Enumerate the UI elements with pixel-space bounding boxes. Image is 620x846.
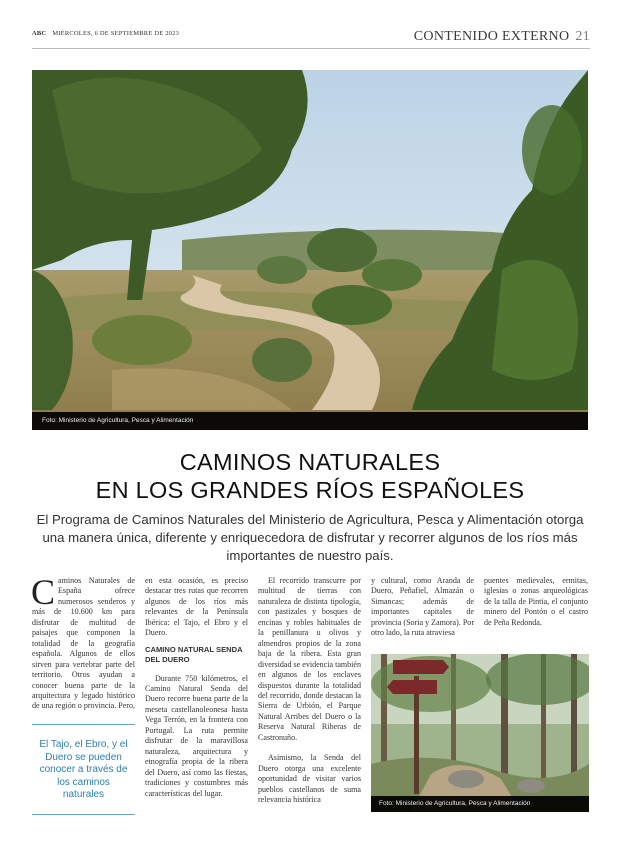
column-5-text: puentes medievales, ermitas, iglesias o zonas arqueológicas de la talla de Pintia, el conjunto minero del Pontón o el castro de Peña Redonda.	[484, 576, 588, 627]
column-1	[31, 572, 136, 712]
photo-caption: Foto: Ministerio de Agricultura, Pesca y Alimentación	[32, 412, 588, 430]
trail-sign-photo	[371, 654, 589, 812]
main-landscape-photo	[32, 70, 588, 430]
drop-cap: C	[31, 572, 56, 612]
pull-quote: El Tajo, el Ebro, y el Duero se pueden conocer a través de los caminos naturales	[32, 724, 135, 815]
section-name: CONTENIDO EXTERNO	[413, 29, 570, 44]
brand-name: ABC	[32, 30, 47, 37]
section-subhead: CAMINO NATURAL SENDA DEL DUERO	[145, 644, 243, 665]
column-5	[484, 576, 588, 628]
photo-caption: Foto: Ministerio de Agricultura, Pesca y Alimentación	[371, 796, 589, 812]
title-line-2: EN LOS GRANDES RÍOS ESPAÑOLES	[95, 477, 525, 503]
header-rule	[32, 48, 590, 49]
column-2-intro: en esta ocasión, es preciso destacar tres rutas que recorren algunos de los ríos más relevantes de la Península Ibérica: el Tajo, el Ebro y el Duero.	[145, 576, 248, 638]
article-title	[30, 448, 590, 504]
page-number: 21	[575, 29, 590, 44]
column-2	[145, 576, 248, 799]
masthead	[32, 30, 179, 37]
title-line-1: CAMINOS NATURALES	[179, 449, 441, 475]
column-3-para-1: El recorrido transcurre por multitud de tierras con naturaleza de distinta tipología, con pastizales y bosques de encinas y robles habituales de la penillanura u olivos y almendros propios de la zona baja de la ribera. Esta gran diversidad se evidencia también en algunos de los enclaves dispuestos durante la totalidad del recorrido, donde destacan la Sierra de Urbión, el Parque Natural Arribes del Duero o la Reserva Natural Riberas de Castronuño.	[258, 576, 362, 742]
landscape-illustration	[32, 70, 588, 430]
column-3-para-2: Asimismo, la Senda del Duero otorga una excelente oportunidad de visitar varios pueblos castellanos de suma relevancia histórica	[258, 753, 361, 805]
column-4-text: y cultural, como Aranda de Duero, Peñafiel, Almazán o Simancas; además de importantes capitales de provincia (Soria y Zamora). Por otro lado, la ruta atraviesa	[371, 576, 475, 638]
issue-date: MIÉRCOLES, 6 DE SEPTIEMBRE DE 2023	[52, 30, 180, 37]
column-1-text: aminos Naturales de España ofrece numerosos senderos y más de 10.600 km para disfrutar de multitud de paisajes que componen la totalidad de la geografía española. Algunos de ellos sirven para vertebrar parte del territorio. Otros ayudan a conocer buena parte de la arquitectura y legado histórico de una región o provincia. Pero,	[32, 576, 136, 711]
section-header	[414, 29, 590, 45]
article-subtitle: El Programa de Caminos Naturales del Ministerio de Agricultura, Pesca y Alimentación otorga una manera única, diferente y enriquecedora de disfrutar y recorrer algunos de los ríos más importantes de nuestro país.	[36, 512, 584, 563]
column-2-body: Durante 750 kilómetros, el Camino Natural Senda del Duero recorre buena parte de la meseta castellanoleonesa hasta Vega Terrón, en la frontera con Portugal. La ruta permite disfrutar de la maravillosa naturaleza, arquitectura y etnografía propia de la ribera del Duero, así como las fiestas, tradiciones y costumbres más características del lugar.	[145, 673, 248, 798]
column-3	[258, 576, 361, 806]
column-4	[371, 576, 474, 639]
forest-illustration	[371, 654, 589, 812]
